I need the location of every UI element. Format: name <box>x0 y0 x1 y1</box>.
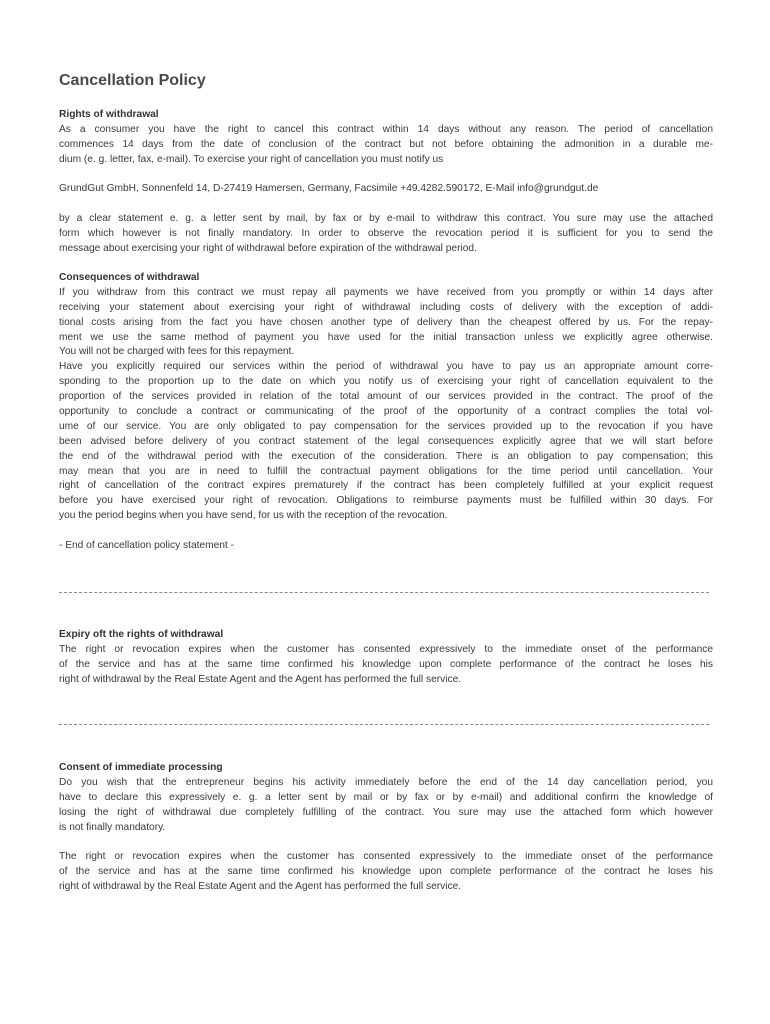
consent-para2-line: right of withdrawal by the Real Estate Agent and the Agent has performed the full service. <box>59 880 462 892</box>
rights-section <box>59 108 713 168</box>
consent-para1-line: is not finally mandatory. <box>59 821 166 833</box>
consent-heading: Consent of immediate processing <box>59 762 223 773</box>
consequences-line: sponding to the proportion up to the date on which you notify us of exercising your right of cancellation equivalent to the <box>59 376 713 388</box>
consequences-line: ment we use the same method of payment you have used for the initial transaction unless we explicitly agree otherwise. <box>59 331 713 343</box>
expiry-line: of the service and has at the same time confirmed his knowledge upon complete performance of the contract he loses his <box>59 658 713 670</box>
consequences-line: receiving your statement about exercising your right of withdrawal including costs of delivery with the exception of addi- <box>59 301 713 313</box>
rights-para1-line: As a consumer you have the right to cancel this contract within 14 days without any reason. The period of cancellation <box>59 123 713 135</box>
section-divider <box>59 724 709 725</box>
consequences-line: you the period begins when you have send, for us with the reception of the revocation. <box>59 510 448 522</box>
expiry-section <box>59 628 713 688</box>
rights-para2-line: form which however is not finally mandatory. In order to observe the revocation period it is sufficient for you to send the <box>59 227 713 239</box>
company-address: GrundGut GmbH, Sonnenfeld 14, D-27419 Hamersen, Germany, Facsimile +49.4282.590172, E-Mail info@grundgut.de <box>59 183 599 194</box>
rights-para2 <box>59 212 713 257</box>
address-paragraph <box>59 182 713 197</box>
section-divider <box>59 592 709 593</box>
consent-para1-line: Do you wish that the entrepreneur begins his activity immediately before the end of the 14 day cancellation period, you <box>59 776 713 788</box>
consent-para2-line: The right or revocation expires when the customer has consented expressively to the immediate onset of the performance <box>59 851 713 862</box>
consequences-line: may mean that you are in need to fulfill the contractual payment obligations for the time period until cancellation. Your <box>59 465 713 477</box>
consequences-heading: Consequences of withdrawal <box>59 272 200 283</box>
consequences-line: If you withdraw from this contract we must repay all payments we have received from you promptly or within 14 days after <box>59 286 713 298</box>
expiry-line: right of withdrawal by the Real Estate Agent and the Agent has performed the full service. <box>59 673 462 685</box>
consequences-line: been advised before delivery of you contract statement of the legal consequences explicitly agree that we will start before <box>59 435 713 447</box>
rights-para1-line: dium (e. g. letter, fax, e-mail). To exercise your right of cancellation you must notify us <box>59 153 444 165</box>
rights-para2-line: by a clear statement e. g. a letter sent by mail, by fax or by e-mail to withdraw this contract. You sure may use the attached <box>59 213 713 224</box>
consequences-line: the end of the withdrawal period with the execution of the consideration. There is an obligation to pay compensation; this <box>59 450 713 462</box>
consent-section <box>59 761 713 835</box>
end-statement-paragraph <box>59 539 713 554</box>
consequences-line: before you have exercised your right of revocation. Obligations to reimburse payments must be fulfilled within 30 days. For <box>59 495 713 507</box>
expiry-heading: Expiry oft the rights of withdrawal <box>59 629 224 640</box>
expiry-line: The right or revocation expires when the customer has consented expressively to the immediate onset of the performance <box>59 643 713 655</box>
consequences-section <box>59 271 713 524</box>
consent-para1-line: losing the right of withdrawal due completely fulfilling of the contract. You sure may use the attached form which however <box>59 806 713 818</box>
consent-para2 <box>59 850 713 895</box>
consequences-line: proportion of the services provided in relation of the total amount of our services provided in the contract. The proof of the <box>59 391 713 403</box>
rights-heading: Rights of withdrawal <box>59 109 159 120</box>
consequences-line: You will not be charged with fees for this repayment. <box>59 346 295 358</box>
consent-para2-line: of the service and has at the same time confirmed his knowledge upon complete performance of the contract he loses his <box>59 865 713 877</box>
consequences-line: Have you explicitly required our services within the period of withdrawal you have to pay us an appropriate amount corre- <box>59 361 713 373</box>
consequences-line: opportunity to conclude a contract or communicating of the proof of the opportunity of a contract complies the total vol- <box>59 406 713 418</box>
consequences-line: tional costs arising from the fact you have chosen another type of delivery than the cheapest offered by us. For the repay- <box>59 316 713 328</box>
page-title: Cancellation Policy <box>59 72 206 89</box>
consent-para1-line: have to declare this expressively e. g. a letter sent by mail or by fax or by e-mail) and additional confirm the knowledge of <box>59 791 713 803</box>
end-statement: - End of cancellation policy statement - <box>59 540 234 551</box>
rights-para2-line: message about exercising your right of withdrawal before expiration of the withdrawal period. <box>59 242 477 254</box>
consequences-line: ume of our service. You are only obligated to pay compensation for the services provided up to the revocation if you have <box>59 420 713 432</box>
consequences-line: right of cancellation of the contract expires prematurely if the contract has been completely fulfilled at your explicit request <box>59 480 713 492</box>
rights-para1-line: commences 14 days from the date of conclusion of the contract but not before obtaining the admonition in a durable me- <box>59 138 713 150</box>
